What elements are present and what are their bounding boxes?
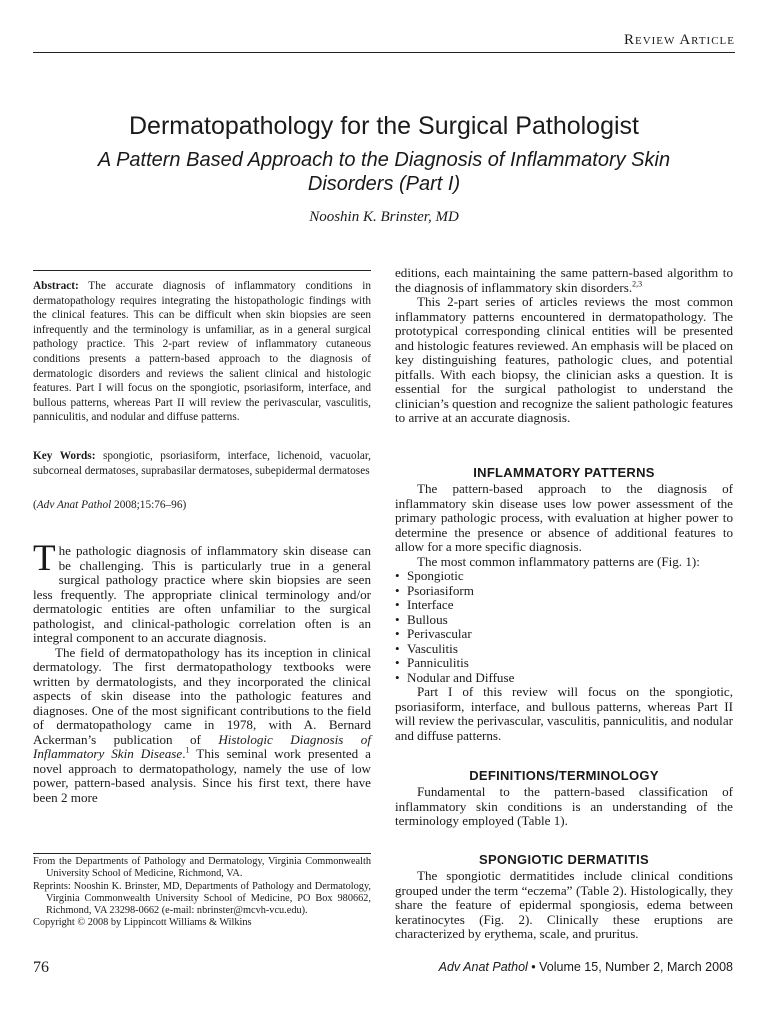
inflammatory-p3: Part I of this review will focus on the spongiotic, psoriasiform, interface, and bullous patterns, whereas Part II will review the perivascular, vasculitis, panniculitis, and nodular and diffuse patterns.	[395, 684, 733, 743]
list-item	[395, 627, 733, 642]
intro-cont-text: editions, each maintaining the same pattern-based algorithm to the diagnosis of inflammatory skin disorders.	[395, 265, 733, 295]
journal-footer	[395, 960, 733, 974]
intro-continuation	[395, 266, 733, 295]
footnote-reprints: Reprints: Nooshin K. Brinster, MD, Departments of Pathology and Dermatology, Virginia Commonwealth University School of Medicine, PO Box 980662, Richmond, VA 23298-0662 (e-mail: nbrinster@mcvh-vcu.edu).	[33, 880, 371, 917]
intro-paragraph-2	[33, 646, 371, 806]
intro-paragraph-1	[33, 538, 371, 646]
bullet: •	[395, 582, 400, 598]
spongiotic-p1: The spongiotic dermatitides include clinical conditions grouped under the term “eczema” (Table 2). Histologically, they share the feature of epidermal spongiosis, edema between keratinocytes (Fig. 2). Clinically these eruptions are characterized by erythema, scale, and pruritus.	[395, 868, 733, 941]
spongiotic-section	[395, 869, 733, 942]
bullet: •	[395, 626, 400, 641]
introduction	[33, 538, 371, 805]
keywords	[33, 449, 371, 478]
footer-separator: •	[527, 960, 540, 974]
footnote-rule	[33, 853, 371, 854]
list-item	[395, 569, 733, 584]
list-item-text: Vasculitis	[407, 640, 458, 656]
keywords-text: spongiotic, psoriasiform, interface, lichenoid, vacuolar, subcorneal dermatoses, suprabasilar dermatoses, subepidermal dermatoses	[33, 450, 371, 477]
definitions-p1: Fundamental to the pattern-based classification of inflammatory skin conditions is an understanding of the terminology employed (Table 1).	[395, 784, 733, 828]
inflammatory-patterns-section	[395, 482, 733, 743]
inflammatory-p1: The pattern-based approach to the diagnosis of inflammatory skin disease uses low power assessment of the primary pathologic process, with evaluation at higher power to determine the presence or absence of additional features to allow for a more specific diagnosis.	[395, 481, 733, 554]
reference-2-3: 2,3	[632, 279, 643, 289]
list-item	[395, 598, 733, 613]
journal-volume: Volume 15, Number 2, March 2008	[539, 960, 733, 974]
abstract-label: Abstract:	[33, 280, 79, 292]
inflammatory-p2: The most common inflammatory patterns are (Fig. 1):	[417, 553, 700, 569]
bullet: •	[395, 597, 400, 612]
author-line: Nooshin K. Brinster, MD	[309, 209, 459, 225]
list-item	[395, 584, 733, 599]
drop-cap: T	[33, 538, 56, 579]
list-item	[395, 671, 733, 686]
definitions-section	[395, 785, 733, 829]
article-subtitle: A Pattern Based Approach to the Diagnosis of Inflammatory Skin Disorders (Part I)	[97, 149, 671, 195]
intro-p2-text-c: This seminal work presented a novel approach to dermatopathology, namely the use of low power, pattern-based analysis. Since his first text, there have been 2 more	[33, 746, 371, 805]
list-item-text: Psoriasiform	[407, 582, 474, 598]
header-rule	[33, 52, 735, 53]
intro-p2-text-a: The field of dermatopathology has its inception in clinical dermatology. The first dermatopathology textbooks were written by dermatologists, and they incorporated the clinical aspects of skin disease into the pathologic features and diagnoses. One of the most significant contributions to the field of dermatopathology came in 1978, with A. Bernard Ackerman’s publication of	[33, 644, 371, 747]
reference-1: 1	[185, 745, 190, 755]
keywords-label: Key Words:	[33, 450, 96, 462]
pattern-list	[395, 569, 733, 685]
abstract-text: The accurate diagnosis of inflammatory conditions in dermatopathology requires integrating the histopathologic findings with the clinical features. This can be difficult when skin biopsies are seen infrequently and the terminology is unfamiliar, as in a general surgical pathology practice. This 2-part review of inflammatory cutaneous conditions presents a pattern-based approach to the diagnosis of dermatologic disorders and reviews the salient clinical and histologic features. Part I will focus on the spongiotic, psoriasiform, interface, and bullous patterns, whereas Part II will review the perivascular, vasculitis, panniculitis, and nodular and diffuse patterns.	[33, 280, 371, 424]
book-title: Histologic Diagnosis of Inflammatory Skin Disease	[33, 731, 371, 761]
journal-name: Adv Anat Pathol	[438, 960, 528, 974]
list-item	[395, 613, 733, 628]
list-item-text: Spongiotic	[407, 568, 464, 583]
citation-open: (	[33, 499, 37, 511]
heading-definitions: DEFINITIONS/TERMINOLOGY	[469, 768, 659, 783]
abstract-rule	[33, 270, 371, 271]
bullet: •	[395, 655, 400, 670]
list-item-text: Bullous	[407, 611, 448, 627]
introduction-continued	[395, 266, 733, 426]
bullet: •	[395, 669, 400, 685]
list-item-text: Panniculitis	[407, 655, 469, 670]
footnotes	[33, 856, 371, 930]
list-item-text: Nodular and Diffuse	[407, 669, 515, 685]
intro-paragraph-3: This 2-part series of articles reviews the most common inflammatory patterns encountered in dermatopathology. The prototypical corresponding clinical entities will be presented and histologic features reviewed. An emphasis will be placed on key distinguishing features, pathologic clues, and potential pitfalls. With each biopsy, the clinician asks a question. It is essential for the surgical pathologist to understand the clinician’s question and recognize the salient pathologic features to arrive at an accurate diagnosis.	[395, 294, 733, 425]
abstract	[33, 279, 371, 425]
list-item	[395, 656, 733, 671]
article-title: Dermatopathology for the Surgical Pathologist	[128, 112, 639, 140]
citation-journal: Adv Anat Pathol	[36, 499, 112, 511]
footnote-copyright: Copyright © 2008 by Lippincott Williams & Wilkins	[33, 917, 252, 929]
heading-inflammatory-patterns: INFLAMMATORY PATTERNS	[473, 465, 655, 480]
running-head: Review Article	[623, 32, 735, 48]
list-item-text: Interface	[407, 597, 454, 612]
bullet: •	[395, 611, 400, 627]
list-item	[395, 642, 733, 657]
citation	[33, 498, 371, 513]
bullet: •	[395, 568, 400, 583]
bullet: •	[395, 640, 400, 656]
citation-rest: 2008;15:76–96)	[111, 499, 187, 511]
intro-p1-text: he pathologic diagnosis of inflammatory skin disease can be challenging. This is particularly true in a general surgical pathology practice where skin biopsies are seen less frequently. The appropriate clinical terminology and/or dermatologic entities are often unfamiliar to the surgical pathologist, and clinical-pathologic correlation often is an integral component to an accurate diagnosis.	[33, 543, 371, 645]
intro-p2-period: .	[182, 746, 186, 761]
list-item-text: Perivascular	[407, 626, 472, 641]
page-number: 76	[33, 959, 49, 976]
heading-spongiotic: SPONGIOTIC DERMATITIS	[478, 852, 649, 867]
footnote-affiliation: From the Departments of Pathology and Dermatology, Virginia Commonwealth University School of Medicine, Richmond, VA.	[33, 856, 371, 880]
